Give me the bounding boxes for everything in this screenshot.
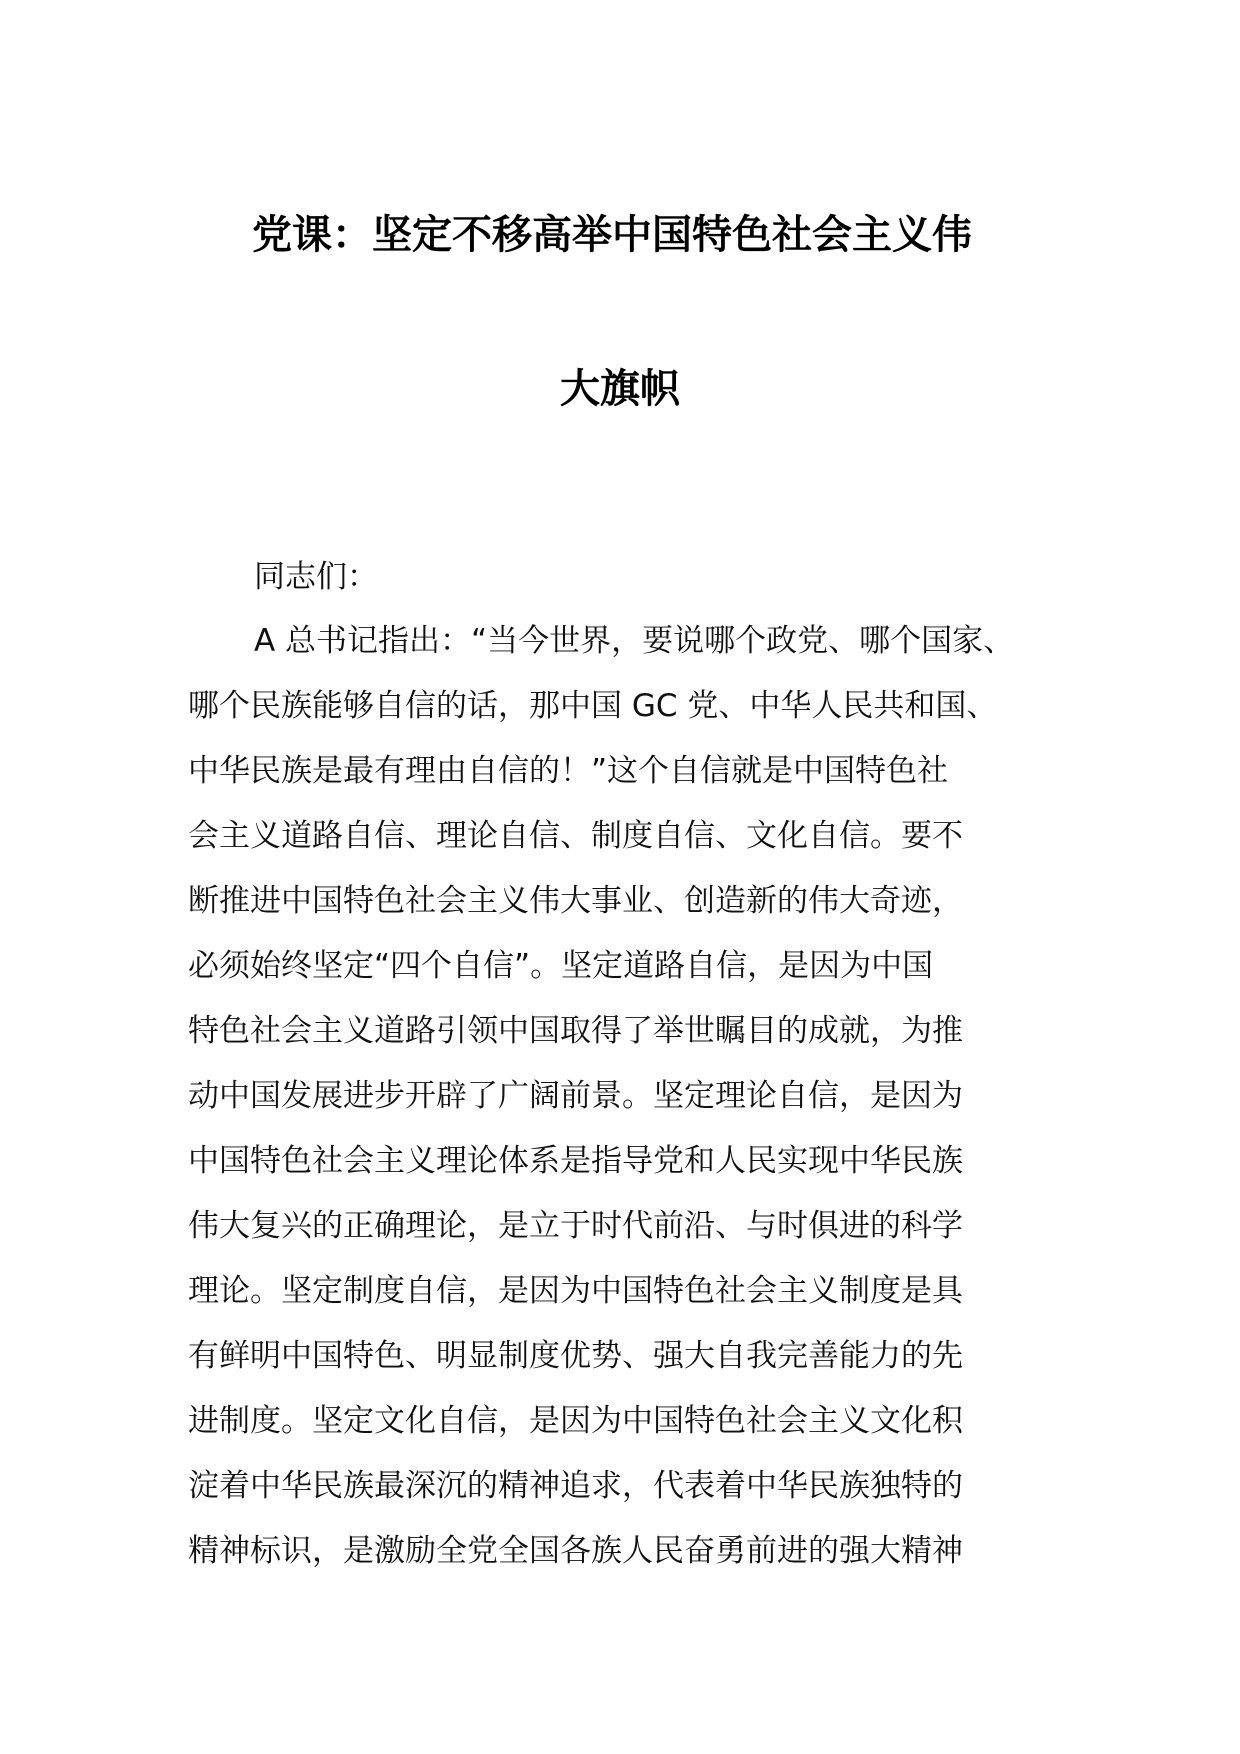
paragraph-line: 动中国发展进步开辟了广阔前景。坚定理论自信，是因为 <box>188 1078 963 1114</box>
paragraph-line: 必须始终坚定“四个自信”。坚定道路自信，是因为中国 <box>188 948 934 984</box>
document-title-line-1: 党课：坚定不移高举中国特色社会主义伟 <box>252 212 972 258</box>
paragraph-line: 进制度。坚定文化自信，是因为中国特色社会主义文化积 <box>188 1403 963 1439</box>
document-title-line-2: 大旗帜 <box>560 366 680 412</box>
paragraph-line: 有鲜明中国特色、明显制度优势、强大自我完善能力的先 <box>188 1338 963 1374</box>
paragraph-line: 哪个民族能够自信的话，那中国 GC 党、中华人民共和国、 <box>188 688 998 724</box>
paragraph-line: 淀着中华民族最深沉的精神追求，代表着中华民族独特的 <box>188 1468 963 1504</box>
salutation: 同志们： <box>254 559 378 595</box>
paragraph-line: 断推进中国特色社会主义伟大事业、创造新的伟大奇迹， <box>188 883 963 919</box>
paragraph-line: 中华民族是最有理由自信的！”这个自信就是中国特色社 <box>188 753 949 789</box>
paragraph-line: A 总书记指出：“当今世界，要说哪个政党、哪个国家、 <box>254 623 1015 659</box>
paragraph-line: 特色社会主义道路引领中国取得了举世瞩目的成就，为推 <box>188 1013 963 1049</box>
paragraph-line: 伟大复兴的正确理论，是立于时代前沿、与时俱进的科学 <box>188 1208 963 1244</box>
paragraph-line: 中国特色社会主义理论体系是指导党和人民实现中华民族 <box>188 1143 963 1179</box>
paragraph-line: 理论。坚定制度自信，是因为中国特色社会主义制度是具 <box>188 1273 963 1309</box>
paragraph-line: 会主义道路自信、理论自信、制度自信、文化自信。要不 <box>188 818 963 854</box>
paragraph-line: 精神标识，是激励全党全国各族人民奋勇前进的强大精神 <box>188 1533 963 1569</box>
